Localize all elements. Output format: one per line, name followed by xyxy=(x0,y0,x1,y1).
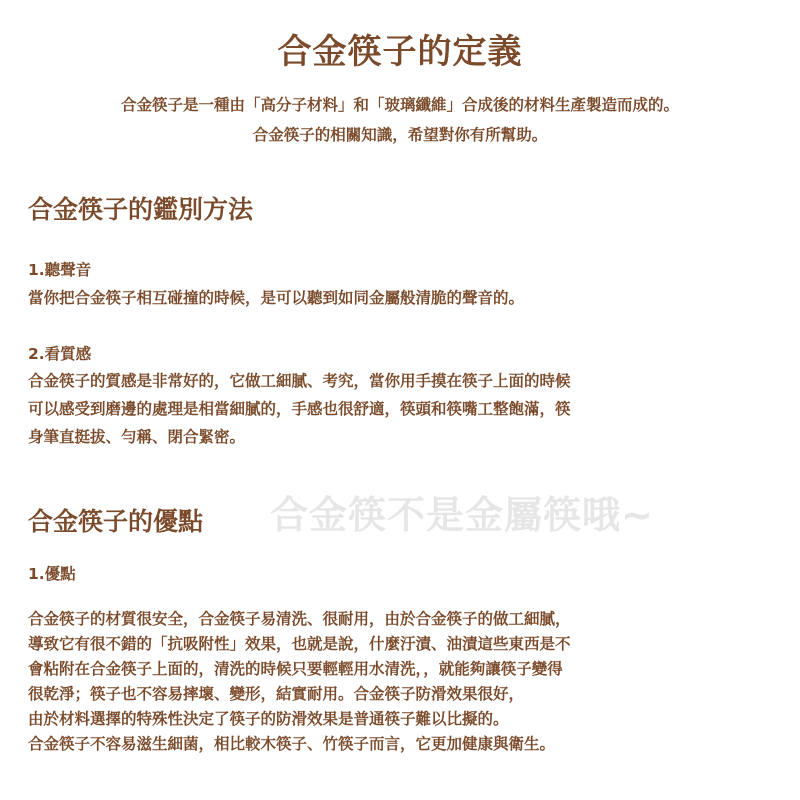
intro-paragraph xyxy=(0,90,800,150)
advantages-line-2: 導致它有很不錯的「抗吸附性」效果，也就是說，什麼汙漬、油漬這些東西是不 xyxy=(28,635,571,653)
intro-line-2: 合金筷子的相關知識，希望對你有所幫助。 xyxy=(252,126,548,144)
watermark-text: 合金筷不是金屬筷哦~ xyxy=(270,493,654,537)
advantages-line-3: 會粘附在合金筷子上面的，清洗的時候只要輕輕用水清洗，，就能夠讓筷子變得 xyxy=(28,660,563,678)
identification-item-2-line-3: 身筆直挺拔、勻稱、閉合緊密。 xyxy=(28,428,246,446)
advantages-line-1: 合金筷子的材質很安全，合金筷子易清洗、很耐用，由於合金筷子的做工細膩， xyxy=(28,610,571,628)
identification-item-1-text: 當你把合金筷子相互碰撞的時候，是可以聽到如同金屬般清脆的聲音的。 xyxy=(28,289,525,307)
page-title: 合金筷子的定義 xyxy=(277,32,523,72)
advantages-line-6: 合金筷子不容易滋生細菌，相比較木筷子、竹筷子而言，它更加健康與衛生。 xyxy=(28,735,556,753)
advantages-line-4: 很乾淨；筷子也不容易摔壞、變形，結實耐用。合金筷子防滑效果很好， xyxy=(28,685,525,703)
advantages-line-5: 由於材料選擇的特殊性決定了筷子的防滑效果是普通筷子難以比擬的。 xyxy=(28,710,509,728)
advantages-item-1-title: 1.優點 xyxy=(28,565,76,583)
identification-item-2-line-2: 可以感受到磨邊的處理是相當細膩的，手感也很舒適，筷頭和筷嘴工整飽滿，筷 xyxy=(28,400,571,418)
identification-heading: 合金筷子的鑑別方法 xyxy=(28,195,254,224)
identification-item-1-title: 1.聽聲音 xyxy=(28,261,92,279)
identification-item-2-line-1: 合金筷子的質感是非常好的，它做工細膩、考究，當你用手摸在筷子上面的時候 xyxy=(28,372,571,390)
advantages-heading: 合金筷子的優點 xyxy=(28,507,204,536)
identification-item-2-title: 2.看質感 xyxy=(28,345,92,363)
intro-line-1: 合金筷子是一種由「高分子材料」和「玻璃纖維」合成後的材料生產製造而成的。 xyxy=(120,96,679,114)
